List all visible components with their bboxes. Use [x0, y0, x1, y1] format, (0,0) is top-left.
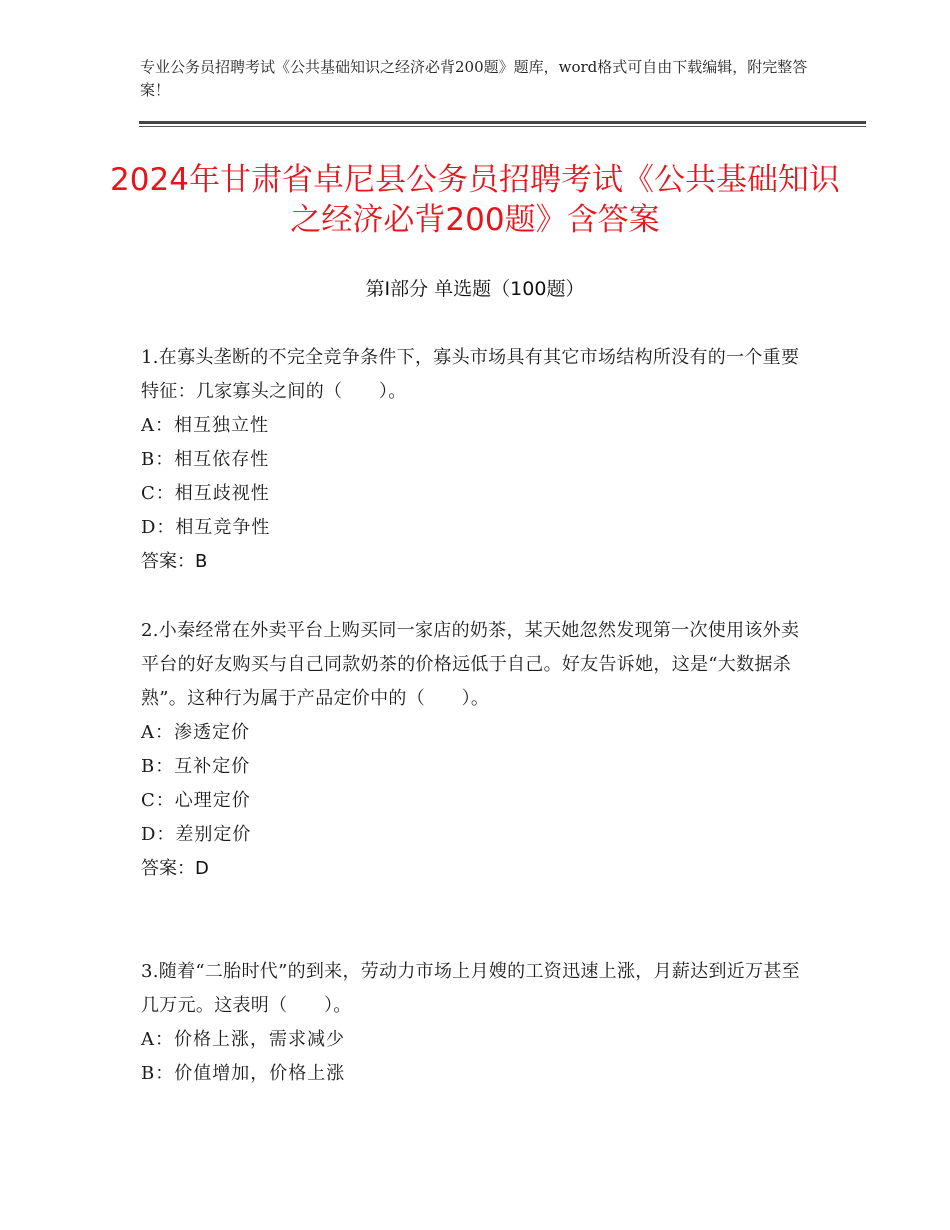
answer: 答案：D — [141, 858, 209, 879]
option-c: C：心理定价 — [141, 790, 251, 811]
header-rule-thick — [139, 121, 866, 124]
question-stem: 2.小秦经常在外卖平台上购买同一家店的奶茶，某天她忽然发现第一次使用该外卖平台的好友购买与自己同款奶茶的价格远低于自己。好友告诉她，这是“大数据杀熟”。这种行为属于产品定价中的（ ）。 — [141, 620, 800, 709]
answer: 答案：B — [141, 551, 208, 572]
header-note: 专业公务员招聘考试《公共基础知识之经济必背200题》题库，word格式可自由下载编辑，附完整答案！ — [140, 58, 808, 99]
option-a: A：价格上涨，需求减少 — [141, 1029, 345, 1050]
option-b: B：互补定价 — [141, 756, 251, 777]
section-title: 第Ⅰ部分 单选题（100题） — [365, 278, 585, 300]
option-c: C：相互歧视性 — [141, 483, 270, 504]
option-a: A：渗透定价 — [141, 722, 250, 743]
option-a: A：相互独立性 — [141, 415, 269, 436]
question-stem: 3.随着“二胎时代”的到来，劳动力市场上月嫂的工资迅速上涨，月薪达到近万甚至几万元。这表明（ ）。 — [141, 961, 800, 1016]
option-b: B：相互依存性 — [141, 449, 270, 470]
question-3 — [141, 955, 811, 1091]
option-b: B：价值增加，价格上涨 — [141, 1063, 346, 1084]
question-1 — [141, 341, 811, 579]
header-rule-thin — [139, 126, 866, 127]
document-title: 2024年甘肃省卓尼县公务员招聘考试《公共基础知识之经济必背200题》含答案 — [110, 162, 840, 238]
option-d: D：相互竞争性 — [141, 517, 271, 538]
question-2 — [141, 614, 811, 886]
question-stem: 1.在寡头垄断的不完全竞争条件下，寡头市场具有其它市场结构所没有的一个重要特征：几家寡头之间的（ ）。 — [141, 347, 800, 402]
option-d: D：差别定价 — [141, 824, 252, 845]
